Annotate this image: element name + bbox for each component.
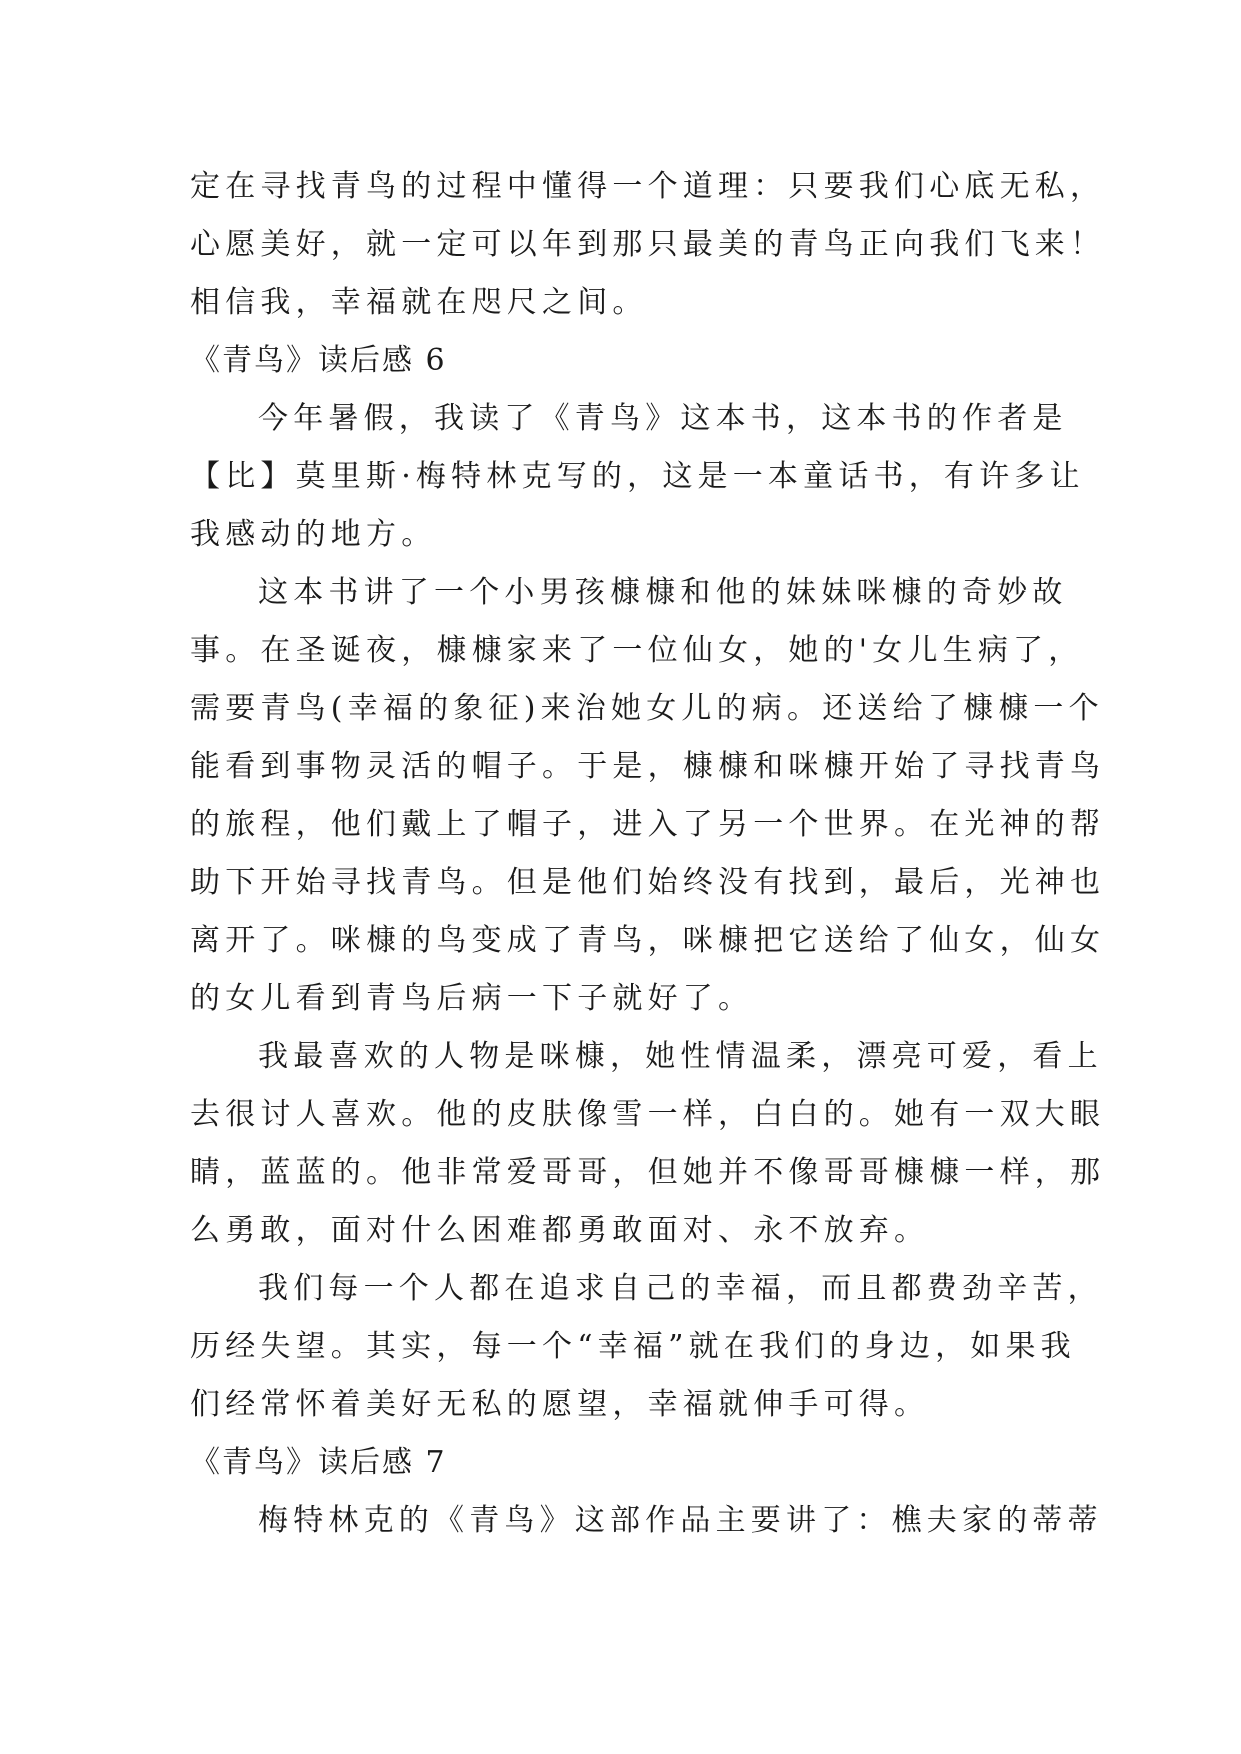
text-line: 的女儿看到青鸟后病一下子就好了。 <box>190 981 754 1016</box>
text-line: 相信我，幸福就在咫尺之间。 <box>190 285 648 320</box>
text-line: 们经常怀着美好无私的愿望，幸福就伸手可得。 <box>190 1387 930 1422</box>
text-line: 【比】莫里斯·梅特林克写的，这是一本童话书，有许多让 <box>190 459 1085 494</box>
paragraph-first-line: 我最喜欢的人物是咪槺，她性情温柔，漂亮可爱，看上 <box>258 1039 1103 1074</box>
paragraph-first-line: 我们每一个人都在追求自己的幸福，而且都费劲辛苦， <box>258 1271 1103 1306</box>
text-line: 睛，蓝蓝的。他非常爱哥哥，但她并不像哥哥槺槺一样，那 <box>190 1155 1106 1190</box>
document-body <box>190 158 1106 1550</box>
text-line: 助下开始寻找青鸟。但是他们始终没有找到，最后，光神也 <box>190 865 1106 900</box>
section-heading: 《青鸟》读后感 7 <box>190 1445 447 1480</box>
text-line: 事。在圣诞夜，槺槺家来了一位仙女，她的'女儿生病了， <box>190 633 1084 668</box>
text-line: 去很讨人喜欢。他的皮肤像雪一样，白白的。她有一双大眼 <box>190 1097 1106 1132</box>
text-line: 能看到事物灵活的帽子。于是，槺槺和咪槺开始了寻找青鸟 <box>190 749 1106 784</box>
paragraph-first-line: 这本书讲了一个小男孩槺槺和他的妹妹咪槺的奇妙故 <box>258 575 1068 610</box>
text-line: 需要青鸟(幸福的象征)来治她女儿的病。还送给了槺槺一个 <box>190 691 1104 726</box>
section-heading: 《青鸟》读后感 6 <box>190 343 447 378</box>
text-line: 心愿美好，就一定可以年到那只最美的青鸟正向我们飞来！ <box>190 227 1106 262</box>
text-line: 定在寻找青鸟的过程中懂得一个道理：只要我们心底无私， <box>190 169 1106 204</box>
text-line: 离开了。咪槺的鸟变成了青鸟，咪槺把它送给了仙女，仙女 <box>190 923 1106 958</box>
paragraph-first-line: 梅特林克的《青鸟》这部作品主要讲了：樵夫家的蒂蒂 <box>258 1503 1103 1538</box>
text-line: 历经失望。其实，每一个“幸福”就在我们的身边，如果我 <box>190 1329 1076 1364</box>
paragraph-first-line: 今年暑假，我读了《青鸟》这本书，这本书的作者是 <box>258 401 1068 436</box>
text-line: 的旅程，他们戴上了帽子，进入了另一个世界。在光神的帮 <box>190 807 1106 842</box>
text-line: 么勇敢，面对什么困难都勇敢面对、永不放弃。 <box>190 1213 930 1248</box>
text-line: 我感动的地方。 <box>190 517 437 552</box>
